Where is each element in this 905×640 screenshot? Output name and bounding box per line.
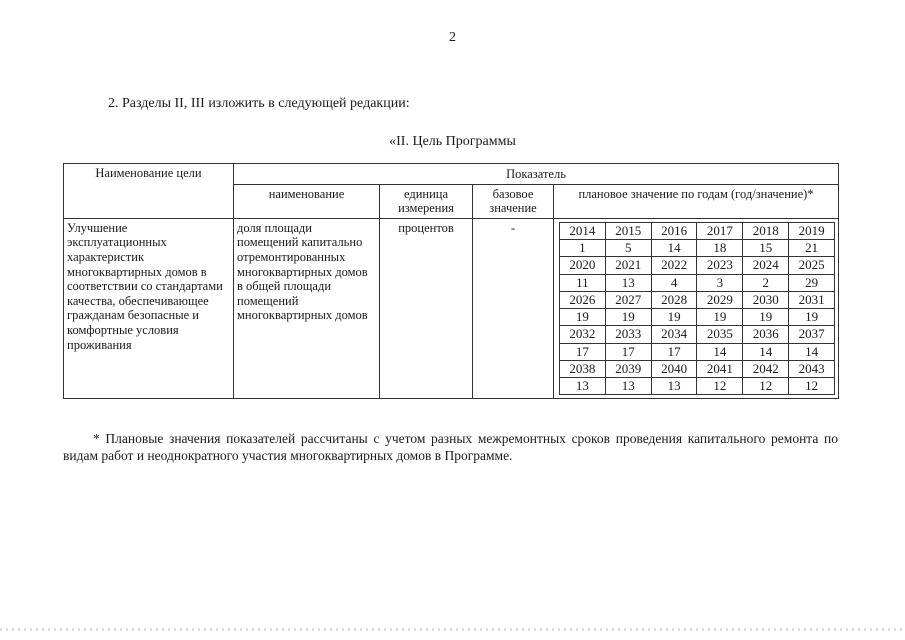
year-cell: 2030 <box>743 291 789 309</box>
program-goal-table <box>63 163 839 399</box>
footnote: * Плановые значения показателей рассчитаны с учетом разных межремонтных сроков проведения капитального ремонта по видам работ и неоднократного участия многоквартирных домов в Программе. <box>63 431 838 463</box>
value-cell: 13 <box>651 378 697 395</box>
value-cell: 14 <box>789 343 835 360</box>
value-row <box>560 378 835 395</box>
year-cell: 2016 <box>651 222 697 240</box>
value-cell: 5 <box>605 240 651 257</box>
header-name: наименование <box>234 184 380 218</box>
year-row <box>560 326 835 344</box>
year-row <box>560 291 835 309</box>
value-cell: 13 <box>560 378 606 395</box>
value-cell: 13 <box>605 378 651 395</box>
header-goal-name: Наименование цели <box>64 164 234 219</box>
value-cell: 3 <box>697 274 743 291</box>
header-plan: плановое значение по годам (год/значение)* <box>554 184 839 218</box>
year-cell: 2041 <box>697 360 743 378</box>
value-cell: 29 <box>789 274 835 291</box>
value-cell: 11 <box>560 274 606 291</box>
value-cell: 12 <box>697 378 743 395</box>
year-cell: 2023 <box>697 257 743 275</box>
value-cell: 21 <box>789 240 835 257</box>
base-value-cell: - <box>473 218 554 399</box>
value-cell: 14 <box>697 343 743 360</box>
year-value-grid <box>559 222 835 396</box>
year-cell: 2020 <box>560 257 606 275</box>
indicator-name-cell: доля площади помещений капитально отремонтированных многоквартирных домов в общей площади помещений многоквартирных домов <box>234 218 380 399</box>
year-cell: 2034 <box>651 326 697 344</box>
year-cell: 2017 <box>697 222 743 240</box>
year-cell: 2037 <box>789 326 835 344</box>
year-cell: 2018 <box>743 222 789 240</box>
year-cell: 2031 <box>789 291 835 309</box>
year-cell: 2032 <box>560 326 606 344</box>
value-cell: 17 <box>651 343 697 360</box>
year-cell: 2040 <box>651 360 697 378</box>
header-indicator: Показатель <box>234 164 839 185</box>
program-heading: «II. Цель Программы <box>389 134 516 149</box>
scan-edge-artifact <box>0 628 905 631</box>
value-cell: 19 <box>697 309 743 326</box>
value-cell: 12 <box>789 378 835 395</box>
year-cell: 2019 <box>789 222 835 240</box>
value-cell: 19 <box>560 309 606 326</box>
header-base: базовое значение <box>473 184 554 218</box>
year-cell: 2043 <box>789 360 835 378</box>
value-cell: 13 <box>605 274 651 291</box>
value-cell: 12 <box>743 378 789 395</box>
year-cell: 2033 <box>605 326 651 344</box>
year-row <box>560 257 835 275</box>
value-row <box>560 309 835 326</box>
table-row <box>64 218 839 399</box>
value-cell: 18 <box>697 240 743 257</box>
value-cell: 19 <box>651 309 697 326</box>
unit-cell: процентов <box>380 218 473 399</box>
value-row <box>560 343 835 360</box>
year-cell: 2039 <box>605 360 651 378</box>
value-cell: 14 <box>651 240 697 257</box>
value-cell: 14 <box>743 343 789 360</box>
value-cell: 17 <box>605 343 651 360</box>
value-cell: 1 <box>560 240 606 257</box>
year-cell: 2015 <box>605 222 651 240</box>
year-row <box>560 222 835 240</box>
value-cell: 4 <box>651 274 697 291</box>
value-cell: 19 <box>789 309 835 326</box>
section-line: 2. Разделы II, III изложить в следующей редакции: <box>108 96 410 111</box>
year-cell: 2024 <box>743 257 789 275</box>
year-cell: 2035 <box>697 326 743 344</box>
page-number: 2 <box>449 30 456 45</box>
year-cell: 2042 <box>743 360 789 378</box>
value-row <box>560 240 835 257</box>
year-cell: 2029 <box>697 291 743 309</box>
year-cell: 2014 <box>560 222 606 240</box>
value-row <box>560 274 835 291</box>
year-cell: 2038 <box>560 360 606 378</box>
plan-values-cell <box>554 218 839 399</box>
header-unit: единица измерения <box>380 184 473 218</box>
year-cell: 2025 <box>789 257 835 275</box>
value-cell: 19 <box>605 309 651 326</box>
value-cell: 2 <box>743 274 789 291</box>
year-cell: 2022 <box>651 257 697 275</box>
year-cell: 2036 <box>743 326 789 344</box>
year-cell: 2026 <box>560 291 606 309</box>
value-cell: 19 <box>743 309 789 326</box>
year-cell: 2028 <box>651 291 697 309</box>
table-header-row <box>64 164 839 185</box>
year-cell: 2021 <box>605 257 651 275</box>
year-row <box>560 360 835 378</box>
goal-cell: Улучшение эксплуатационных характеристик многоквартирных домов в соответствии со стандартами качества, обеспечивающее гражданам безопасные и комфортные условия проживания <box>64 218 234 399</box>
value-cell: 15 <box>743 240 789 257</box>
value-cell: 17 <box>560 343 606 360</box>
year-cell: 2027 <box>605 291 651 309</box>
